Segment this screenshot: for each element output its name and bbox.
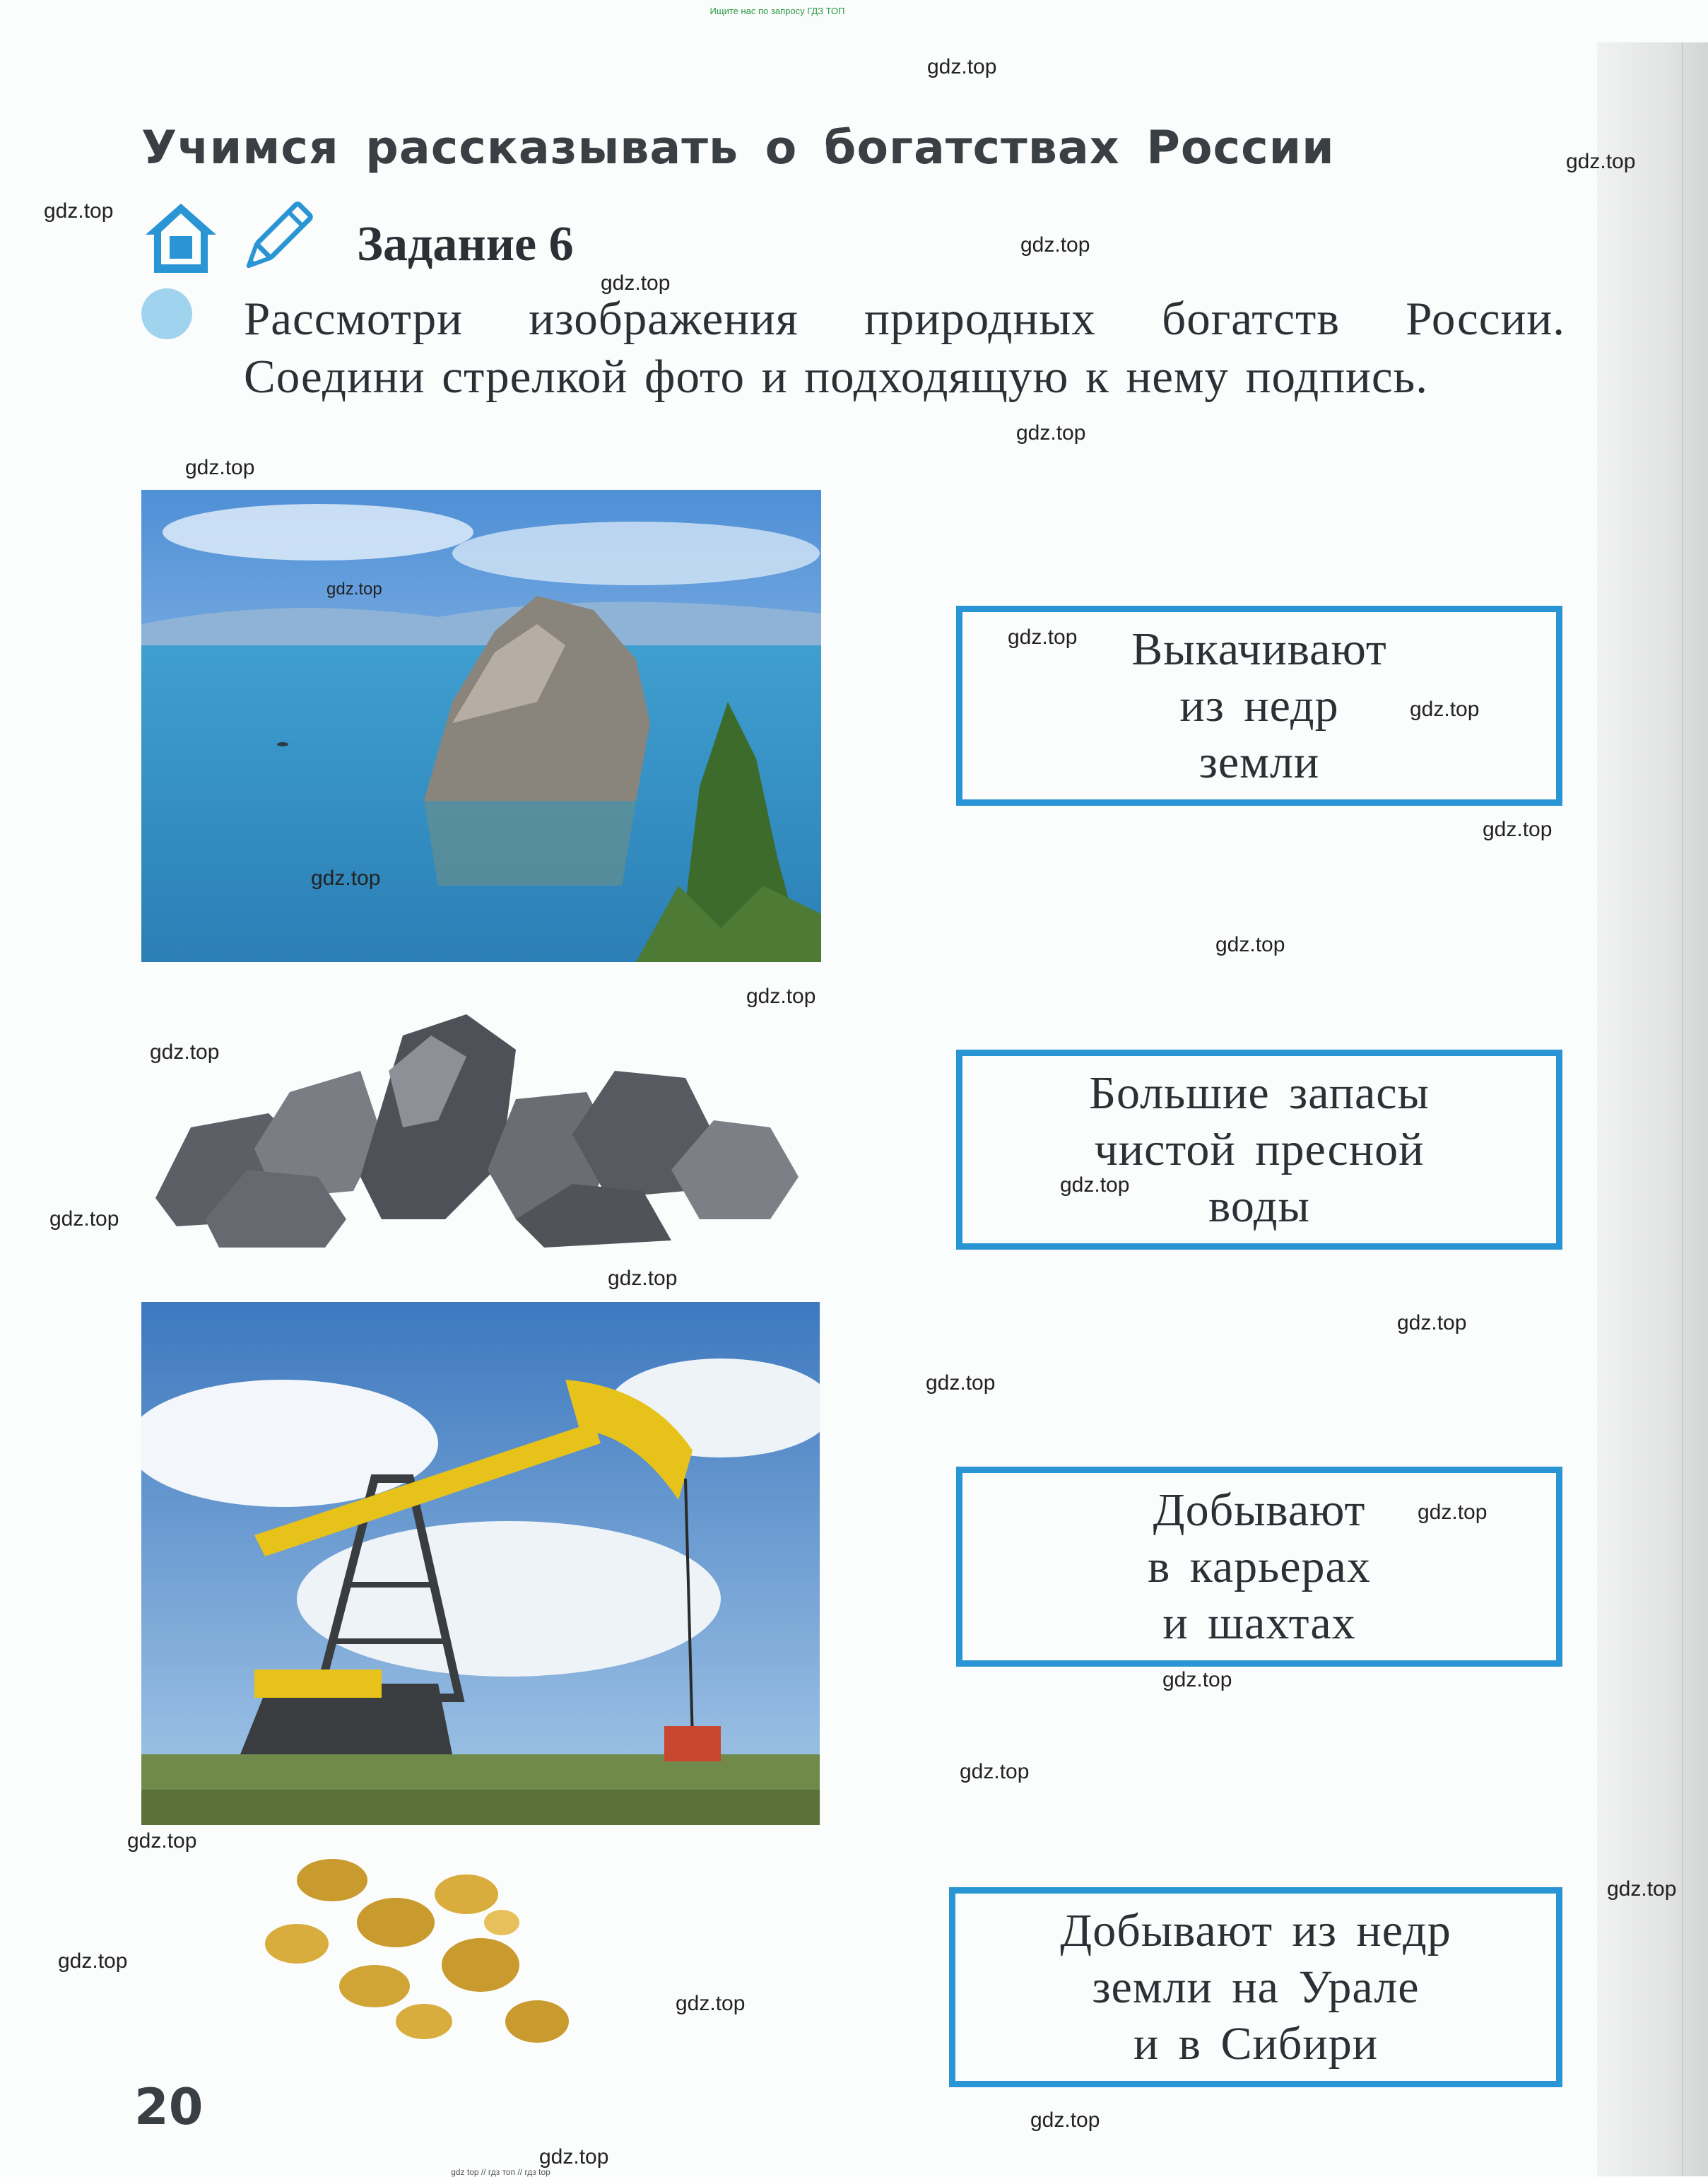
watermark: gdz.top xyxy=(1483,818,1553,841)
watermark: gdz.top xyxy=(1016,421,1086,445)
watermark: gdz.top xyxy=(608,1267,678,1290)
coal-photo[interactable] xyxy=(148,1007,806,1248)
watermark: gdz.top xyxy=(49,1207,119,1231)
watermark: gdz.top xyxy=(150,1040,220,1064)
home-icon xyxy=(141,199,220,278)
watermark: gdz.top xyxy=(746,985,816,1008)
caption-box-4[interactable] xyxy=(949,1887,1562,2087)
caption-text-1: Выкачивают из недр земли xyxy=(1131,623,1387,788)
watermark: gdz.top xyxy=(1162,1668,1232,1691)
caption-box-2[interactable] xyxy=(956,1050,1562,1250)
page-heading: Учимся рассказывать о богатствах России xyxy=(141,122,1335,175)
watermark: gdz.top xyxy=(58,1949,128,1973)
watermark: gdz.top xyxy=(960,1760,1030,1783)
watermark: gdz.top xyxy=(1418,1501,1488,1524)
task-marker-dot xyxy=(141,288,192,339)
caption-text-3: Добывают в карьерах и шахтах xyxy=(1148,1484,1371,1649)
watermark: gdz.top xyxy=(601,271,671,295)
watermark: gdz.top xyxy=(1008,626,1078,649)
oil-pump-photo[interactable] xyxy=(141,1302,820,1825)
watermark: gdz.top xyxy=(1020,233,1090,257)
watermark: gdz.top xyxy=(926,1371,996,1395)
watermark: gdz.top xyxy=(927,55,997,78)
page-edge-line xyxy=(1682,42,1683,2176)
bottom-note: gdz top // гдз топ // гдз top xyxy=(451,2167,550,2177)
watermark: gdz.top xyxy=(127,1829,197,1853)
caption-box-3[interactable] xyxy=(956,1467,1562,1667)
watermark: gdz.top xyxy=(185,456,255,479)
watermark: gdz.top xyxy=(1215,933,1285,956)
top-note: Ищите нас по запросу ГДЗ ТОП xyxy=(709,6,845,16)
watermark: gdz.top xyxy=(676,1992,746,2015)
watermark: gdz.top xyxy=(1060,1173,1130,1197)
watermark: gdz.top xyxy=(1410,698,1480,721)
pencil-icon xyxy=(233,196,318,281)
lake-baikal-photo[interactable] xyxy=(141,490,821,962)
task-title: Задание 6 xyxy=(357,217,574,271)
watermark: gdz.top xyxy=(1566,150,1636,173)
watermark: gdz.top xyxy=(326,580,382,599)
caption-text-4: Добывают из недр земли на Урале и в Сибири xyxy=(1060,1904,1451,2070)
task-instructions: Рассмотри изображения природных богатств России. Соедини стрелкой фото и подходящую к нему подпись. xyxy=(244,293,1565,403)
watermark: gdz.top xyxy=(1030,2108,1100,2132)
caption-text-2: Большие запасы чистой пресной воды xyxy=(1089,1067,1430,1232)
page-number: 20 xyxy=(134,2078,204,2136)
watermark: gdz.top xyxy=(1607,1877,1677,1901)
watermark: gdz.top xyxy=(311,867,381,890)
gold-nuggets-photo[interactable] xyxy=(254,1838,608,2064)
page-edge xyxy=(1597,42,1708,2176)
watermark: gdz.top xyxy=(44,199,114,223)
watermark: gdz.top xyxy=(539,2145,609,2169)
watermark: gdz.top xyxy=(1397,1311,1467,1334)
